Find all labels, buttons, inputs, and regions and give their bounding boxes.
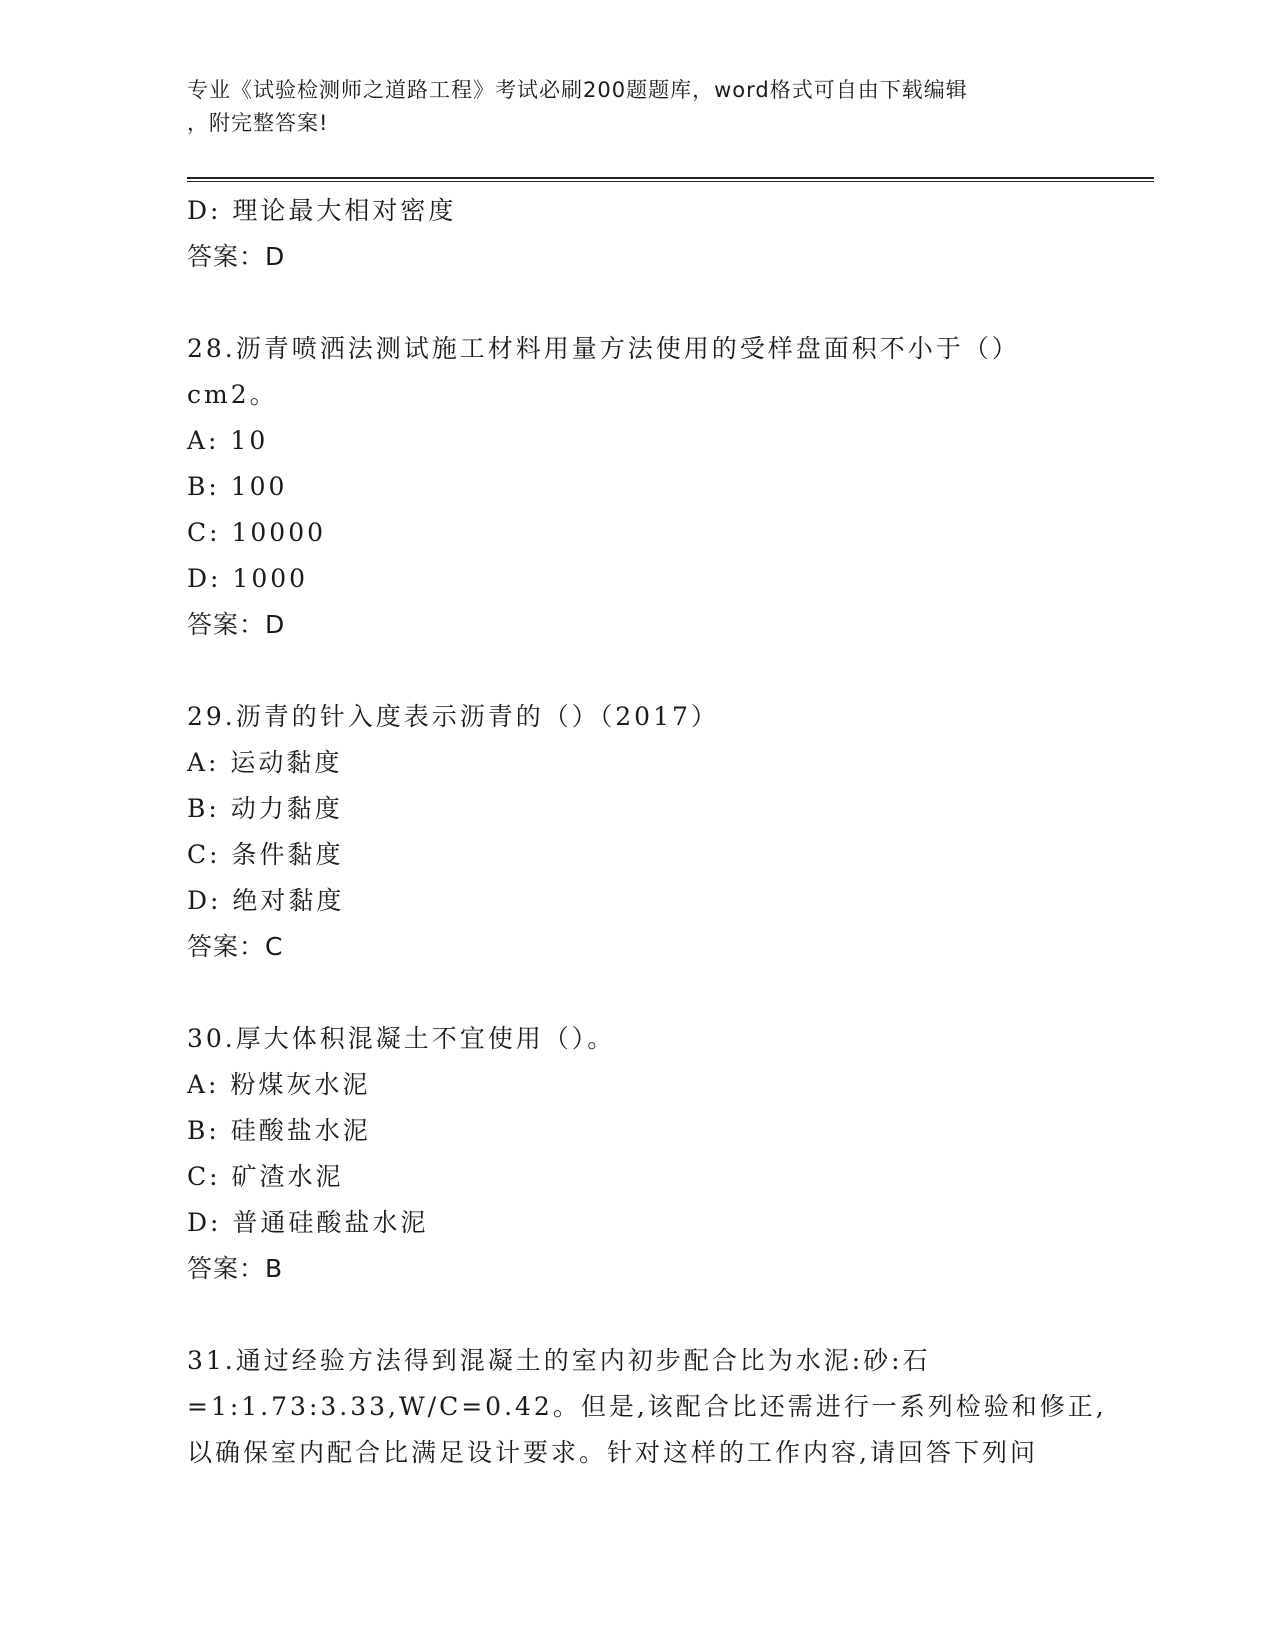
option-a: A: 粉煤灰水泥	[187, 1070, 371, 1099]
question-30	[187, 1016, 1087, 1292]
option-c: C: 矿渣水泥	[187, 1162, 344, 1191]
spacer	[187, 648, 1087, 694]
option-a: A: 10	[187, 426, 269, 455]
answer: 答案：D	[187, 242, 286, 271]
question-stem-continued: cm2。	[187, 380, 278, 409]
option-b: B: 硅酸盐水泥	[187, 1116, 371, 1145]
option-b: B: 100	[187, 472, 288, 501]
question-31	[187, 1338, 1107, 1476]
answer: 答案：B	[187, 1254, 284, 1283]
question-28	[187, 326, 1087, 648]
question-stem: 28.沥青喷洒法测试施工材料用量方法使用的受样盘面积不小于（）	[187, 334, 1020, 363]
spacer	[187, 1292, 1087, 1338]
previous-question-tail	[187, 188, 1087, 280]
question-29	[187, 694, 1087, 970]
option-d: D: 普通硅酸盐水泥	[187, 1208, 429, 1237]
question-stem: 29.沥青的针入度表示沥青的（）（2017）	[187, 702, 719, 731]
question-stem: 31.通过经验方法得到混凝土的室内初步配合比为水泥:砂:石	[187, 1346, 931, 1375]
option-d: D: 理论最大相对密度	[187, 196, 457, 225]
option-c: C: 条件黏度	[187, 840, 344, 869]
option-c: C: 10000	[187, 518, 327, 547]
option-a: A: 运动黏度	[187, 748, 343, 777]
spacer	[187, 280, 1087, 326]
option-b: B: 动力黏度	[187, 794, 343, 823]
document-header	[187, 74, 1067, 140]
header-divider	[187, 177, 1154, 182]
question-list	[187, 188, 1107, 1476]
answer: 答案：D	[187, 610, 286, 639]
option-d: D: 1000	[187, 564, 309, 593]
header-line-2: ，附完整答案!	[187, 111, 329, 135]
option-d: D: 绝对黏度	[187, 886, 345, 915]
question-stem-continued: 以确保室内配合比满足设计要求。针对这样的工作内容,请回答下列问	[187, 1438, 1038, 1467]
spacer	[187, 970, 1087, 1016]
question-stem: 30.厚大体积混凝土不宜使用（）。	[187, 1024, 616, 1053]
answer: 答案：C	[187, 932, 284, 961]
header-line-1: 专业《试验检测师之道路工程》考试必刷200题题库，word格式可自由下载编辑	[187, 78, 968, 102]
question-stem-continued: =1:1.73:3.33,W/C=0.42。但是,该配合比还需进行一系列检验和修正,	[187, 1392, 1107, 1421]
